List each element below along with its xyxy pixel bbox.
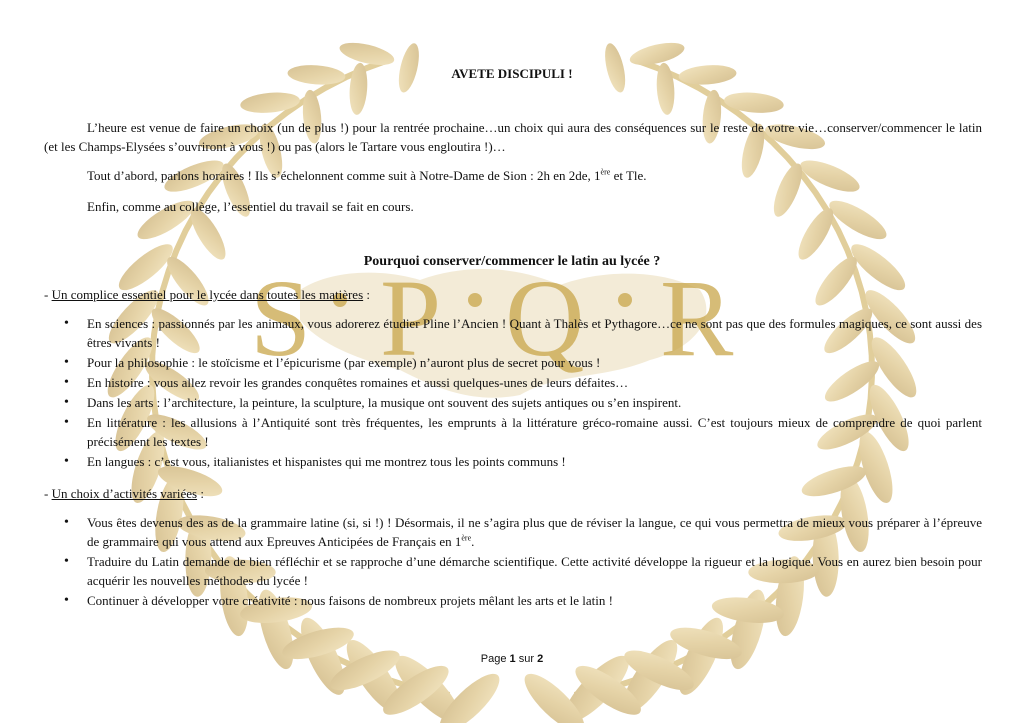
list-item: • En sciences : passionnés par les animaux, vous adorerez étudier Pline l’Ancien ! Quant à Thalès et Pythagore…ce ne sont pas que des formules magiques, ce sont aussi des êtres vivants ! xyxy=(44,314,982,352)
watermark-letter-q: Q xyxy=(505,257,585,379)
list-item: • En histoire : vous allez revoir les grandes conquêtes romaines et aussi quelques-unes de leurs défaites… xyxy=(44,373,982,392)
section-heading: Pourquoi conserver/commencer le latin au lycée ? xyxy=(363,254,661,269)
list-item: • En littérature : les allusions à l’Antiquité sont très fréquentes, les emprunts à la littérature gréco-romaine aussi. C’est toujours mieux de comprendre de quoi parlent précisément les textes ! xyxy=(44,413,982,451)
horaires-superscript: ère xyxy=(600,167,611,177)
horaires-text: Tout d’abord, parlons horaires ! Ils s’échelonnent comme suit à Notre-Dame de Sion : 2h en 2de, 1 xyxy=(87,168,601,183)
intro-paragraph-1: L’heure est venue de faire un choix (un de plus !) pour la rentrée prochaine…un choix qui aura des conséquences sur le reste de votre vie…conserver/commencer le latin (et les Champs-Elysées s’ouvriront à vous !) ou pas (alors le Tartare vous engloutira !)… xyxy=(44,120,982,154)
list-item: • Dans les arts : l’architecture, la peinture, la sculpture, la musique ont souvent des sujets antiques ou s’en inspirent. xyxy=(44,393,982,412)
horaires-text-end: et Tle. xyxy=(610,168,647,183)
watermark-letter-s: S xyxy=(250,257,312,379)
footer-current-page: 1 xyxy=(509,653,516,665)
watermark-letter-p: P xyxy=(380,257,442,379)
watermark-letter-r: R xyxy=(660,257,734,379)
list-item: • Continuer à développer votre créativité : nous faisons de nombreux projets mêlant les arts et le latin ! xyxy=(44,591,982,610)
footer-page-word: Page xyxy=(480,653,507,665)
intro-paragraph-2: Enfin, comme au collège, l’essentiel du travail se fait en cours. xyxy=(87,199,414,214)
section-2-label: Un choix d’activités variées xyxy=(51,486,198,501)
section-1-list xyxy=(44,314,982,472)
list-item: • En langues : c’est vous, italianistes et hispanistes qui me montrez tous les points communs ! xyxy=(44,452,982,471)
section-2-list xyxy=(44,513,982,611)
list-item: • Vous êtes devenus des as de la grammaire latine (si, si !) ! Désormais, il ne s’agira plus que de réviser la langue, ce qui vous permettra de mieux vous préparer à l’épreuve de grammaire qui vous attend aux Epreuves Anticipées de Français en 1ère. xyxy=(44,513,982,551)
page-footer xyxy=(0,650,1024,669)
page-title: AVETE DISCIPULI ! xyxy=(451,66,573,81)
section-2-title: - Un choix d’activités variées : xyxy=(44,486,204,501)
section-1-label: Un complice essentiel pour le lycée dans toutes les matières xyxy=(51,287,364,302)
list-item: • Pour la philosophie : le stoïcisme et l’épicurisme (par exemple) n’auront plus de secret pour vous ! xyxy=(44,353,982,372)
intro-paragraph-horaires xyxy=(44,166,982,185)
list-item: • Traduire du Latin demande de bien réfléchir et se rapproche d’une démarche scientifique. Cette activité développe la rigueur et la logique. Vous en aurez bien besoin pour acquérir les nouvelles méthodes du lycée ! xyxy=(44,552,982,590)
section-1-title: - Un complice essentiel pour le lycée dans toutes les matières : xyxy=(44,287,371,302)
item-superscript: ère xyxy=(461,533,472,543)
footer-total-pages: 2 xyxy=(537,653,544,665)
footer-of-word: sur xyxy=(518,653,535,665)
